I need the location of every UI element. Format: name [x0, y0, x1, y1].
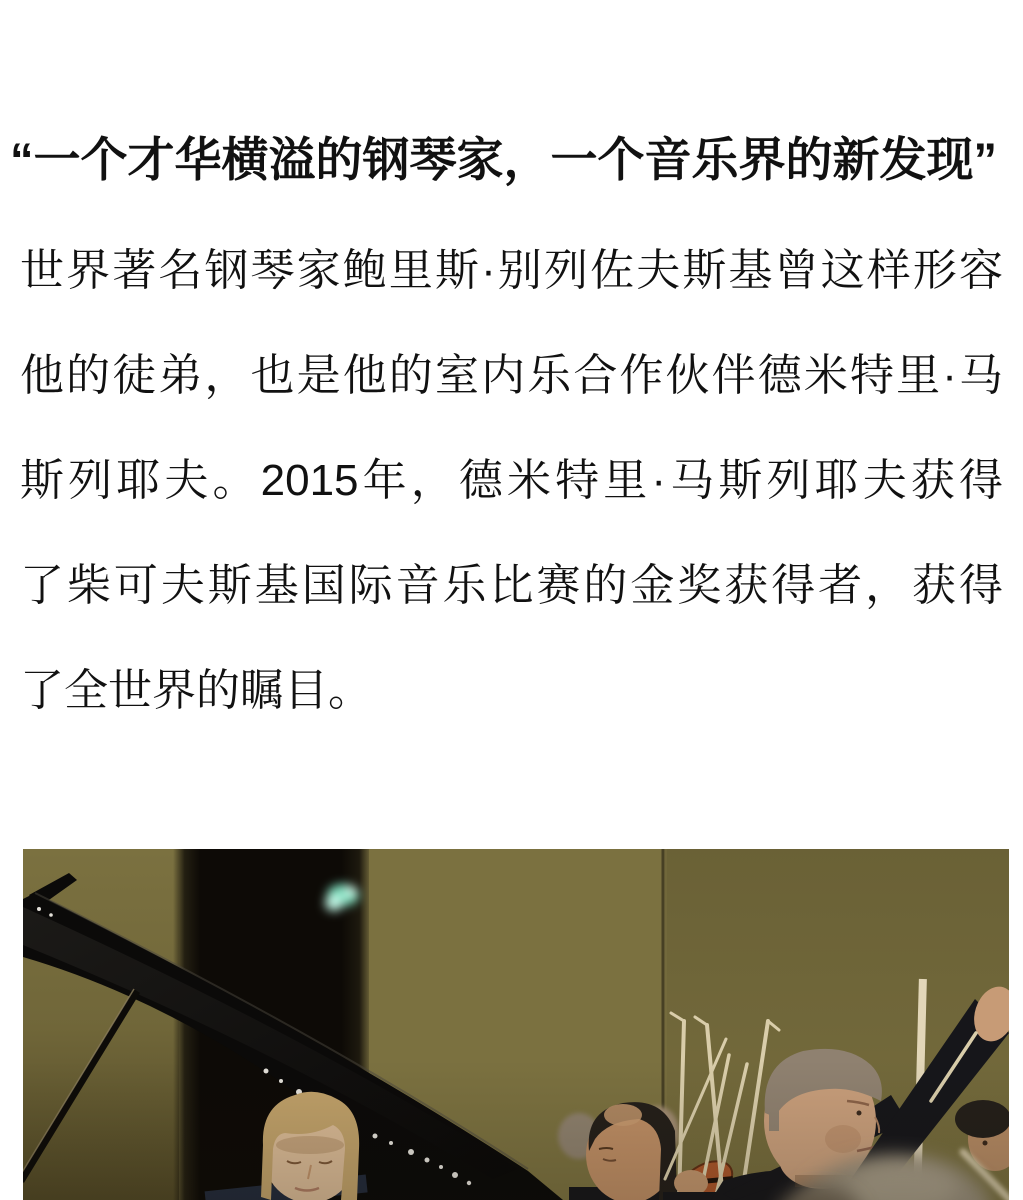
- article-heading: “一个才华横溢的钢琴家，一个音乐界的新发现”: [10, 133, 997, 186]
- paragraph-line: 他的徒弟，也是他的室内乐合作伙伴德米特里·马: [20, 351, 1003, 400]
- paragraph-line: 世界著名钢琴家鲍里斯·别列佐夫斯基曾这样形容: [20, 246, 1003, 295]
- concert-photo: [23, 849, 1009, 1200]
- paragraph-line: 了全世界的瞩目。: [20, 666, 372, 715]
- concert-photo-svg: [23, 849, 1009, 1200]
- paragraph-line: 了柴可夫斯基国际音乐比赛的金奖获得者，获得: [20, 561, 1003, 610]
- photo-vignette: [23, 849, 1009, 1200]
- paragraph-line: 斯列耶夫。2015年，德米特里·马斯列耶夫获得: [20, 456, 1003, 505]
